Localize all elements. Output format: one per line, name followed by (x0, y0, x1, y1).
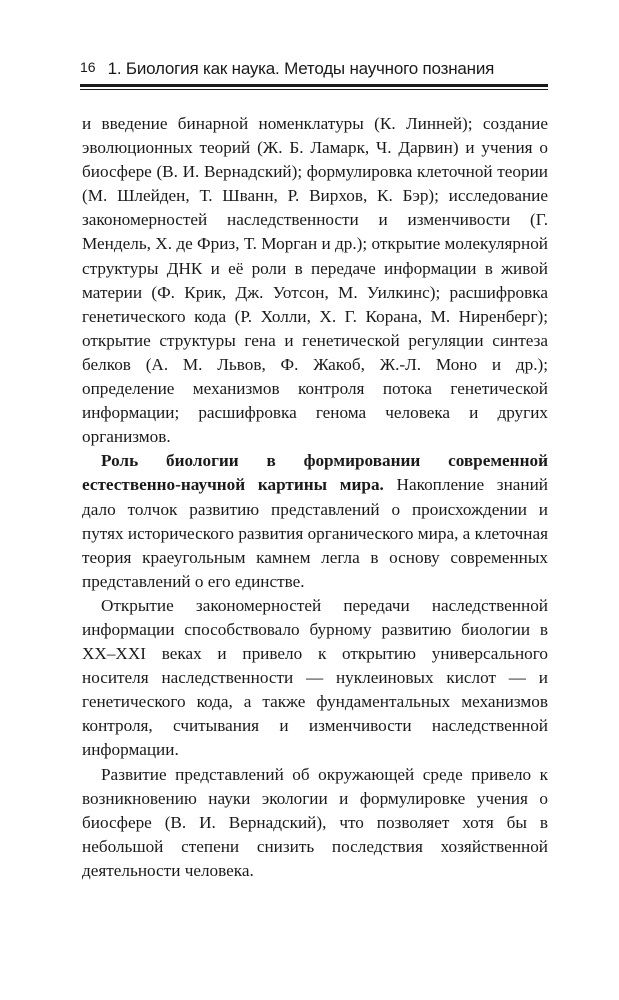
paragraph-role-of-biology (82, 449, 548, 594)
paragraph-ecology: Развитие представлений об окружающей среде привело к возникновению науки экологии и формулировке учения о биосфере (В. И. Вернадский), что позволяет хотя бы в небольшой степени снизить последствия хозяйственной деятельности человека. (82, 764, 548, 880)
paragraph-heredity: Открытие закономерностей передачи наследственной информации способствовало бурному развитию биологии в XX–XXI веках и привело к открытию универсального носителя наследственности — нуклеиновых кислот — и генетического кода, а также фундаментальных механизмов контроля, считывания и изменчивости наследственной информации. (82, 595, 548, 760)
page-number: 16 (80, 59, 96, 75)
paragraph-lead-heading: Роль биологии в формировании современной естественно-научной картины мира. (82, 451, 548, 495)
running-header (80, 58, 548, 80)
page-body (82, 112, 548, 883)
header-rule-thick (80, 84, 548, 87)
running-title: 1. Биология как наука. Методы научного познания (107, 59, 495, 78)
header-rule-thin (80, 89, 548, 90)
paragraph-text: Накопление знаний дало толчок развитию представлений о происхождении и путях исторического развития органического мира, а клеточная теория краеугольным камнем легла в основу современных представлений о его единстве. (82, 475, 548, 591)
paragraph-continuation: и введение бинарной номенклатуры (К. Линней); создание эволюционных теорий (Ж. Б. Ламарк, Ч. Дарвин) и учения о биосфере (В. И. Вернадский); формулировка клеточной теории (М. Шлейден, Т. Шванн, Р. Вирхов, К. Бэр); исследование закономерностей наследственности и изменчивости (Г. Мендель, Х. де Фриз, Т. Морган и др.); открытие молекулярной структуры ДНК и её роли в передаче информации в живой материи (Ф. Крик, Дж. Уотсон, М. Уилкинс); расшифровка генетического кода (Р. Холли, Х. Г. Корана, М. Ниренберг); открытие структуры гена и генетической регуляции синтеза белков (А. М. Львов, Ф. Жакоб, Ж.-Л. Моно и др.); определение механизмов контроля потока генетической информации; расшифровка генома человека и других организмов. (82, 114, 548, 447)
